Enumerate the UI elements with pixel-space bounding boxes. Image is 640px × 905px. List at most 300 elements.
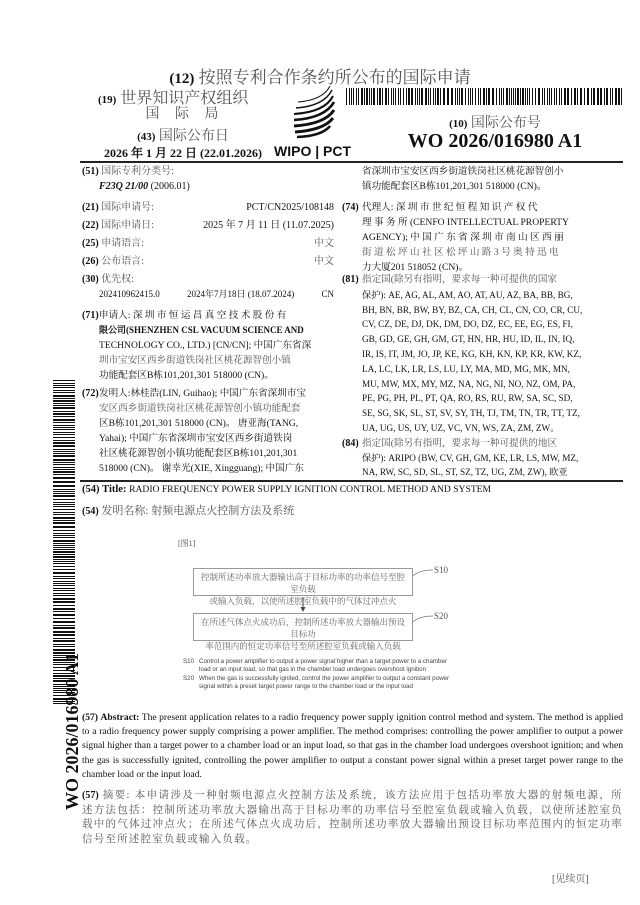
- barcode-bar: [53, 625, 75, 626]
- step-text: 或输入负载，以使所述腔室负载中的气体过冲点火: [209, 596, 397, 606]
- field-label: 国际专利分类号:: [101, 166, 174, 177]
- barcode-bar: [551, 88, 552, 105]
- barcode-bar: [53, 469, 75, 470]
- applicant-line: 圳市宝安区西乡街道铁岗社区桃花源智创小镇: [99, 355, 291, 366]
- barcode-bar: [567, 88, 569, 105]
- barcode-bar: [53, 554, 75, 555]
- barcode-bar: [478, 88, 479, 105]
- step-text: 控制所述功率放大器输出高于目标功率的功率信号至腔室负载: [200, 572, 405, 594]
- barcode-bar: [591, 88, 592, 105]
- barcode-bar: [437, 88, 439, 105]
- barcode-bar: [53, 514, 75, 515]
- org-code: (19): [98, 94, 117, 106]
- designated-states-line: BH, BN, BR, BW, BY, BZ, CA, CH, CL, CN, CO, CR, CU,: [362, 304, 583, 315]
- barcode-bar: [53, 437, 75, 438]
- barcode-bar: [415, 88, 416, 105]
- barcode-bar: [53, 471, 75, 473]
- barcode-bar: [53, 403, 75, 404]
- barcode-bar: [606, 88, 608, 105]
- barcode-bar: [53, 585, 75, 586]
- barcode-bar: [554, 88, 555, 105]
- barcode-bar: [465, 88, 466, 105]
- barcode-bar: [433, 88, 434, 105]
- barcode-bar: [53, 387, 75, 388]
- barcode-bar: [615, 88, 617, 105]
- arrow-down-icon: [300, 597, 306, 613]
- legend-text: signal within a preset target power range to the chamber load or the input load: [199, 683, 413, 691]
- legend-item: [183, 675, 483, 692]
- applicant-line: TECHNOLOGY CO., LTD.) [CN/CN]; 中国广东省深: [99, 340, 312, 351]
- barcode-bar: [435, 88, 436, 105]
- barcode-bar: [559, 88, 560, 105]
- barcode-bar: [53, 581, 75, 582]
- field-code: (54): [82, 484, 100, 495]
- org-subtitle: 国 际 局: [145, 107, 225, 122]
- designated-states-line: PE, PG, PH, PL, PT, QA, RO, RS, RU, RW, SA, SC, SD,: [362, 393, 573, 404]
- title-english: [82, 484, 491, 495]
- barcode-bar: [53, 608, 75, 610]
- barcode-bar: [377, 88, 378, 105]
- barcode-bar: [346, 88, 347, 105]
- barcode-bar: [53, 649, 75, 651]
- barcode-bar: [584, 88, 585, 105]
- barcode-bar: [53, 566, 75, 567]
- barcode-bar: [549, 88, 550, 105]
- barcode-bar: [53, 543, 75, 544]
- barcode-bar: [472, 88, 473, 105]
- barcode-bar: [455, 88, 456, 105]
- barcode-bar: [621, 88, 622, 105]
- barcode-bar: [53, 605, 75, 606]
- field-code: (30): [82, 274, 99, 285]
- field-label: 国际申请号:: [101, 202, 154, 213]
- barcode-bar: [561, 88, 562, 105]
- ipc-class: F23Q 21/00: [99, 181, 149, 192]
- legend-text: When the gas is successfully ignited, control the power amplifier to output a constant power: [199, 674, 450, 682]
- field-81: [342, 273, 622, 436]
- field-21: [82, 200, 334, 215]
- heading-code: (12): [169, 71, 195, 87]
- barcode-bar: [53, 455, 75, 457]
- designated-states-line: GB, GD, GE, GH, GM, GT, HN, HR, HU, ID, IL, IN, IQ,: [362, 334, 575, 345]
- barcode-bar: [501, 88, 502, 105]
- barcode-bar: [408, 88, 410, 105]
- barcode-bar: [480, 88, 481, 105]
- barcode-bar: [53, 504, 75, 505]
- field-code: (26): [82, 256, 99, 267]
- barcode-bar: [53, 400, 75, 402]
- barcode-bar: [447, 88, 449, 105]
- designated-states-line: IR, IS, IT, JM, JO, JP, KE, KG, KH, KN, KP, KR, KW, KZ,: [362, 348, 582, 359]
- barcode-bar: [53, 621, 75, 623]
- barcode-bar: [53, 517, 75, 519]
- barcode-bar: [382, 88, 383, 105]
- inventor-line: 镇功能配套区B栋101,201,301 518000 (CN)。: [362, 181, 547, 192]
- barcode-bar: [53, 506, 75, 507]
- inventor-line: 社区桃花源智创小镇功能配套区B栋101,201,301: [99, 448, 298, 459]
- figure-legend: [183, 658, 483, 692]
- barcode-bar: [53, 640, 75, 642]
- regional-states-line: NA, RW, SC, SD, SL, ST, SZ, TZ, UG, ZM, ZW), 欧亚: [362, 467, 568, 477]
- barcode-bar: [525, 88, 526, 105]
- barcode-bar: [593, 88, 595, 105]
- barcode-bar: [574, 88, 576, 105]
- barcode-bar: [379, 88, 381, 105]
- designated-states-line: SE, SG, SK, SL, ST, SV, SY, TH, TJ, TM, TN, TR, TT, TZ,: [362, 408, 580, 419]
- field-84: [342, 437, 622, 479]
- priority-country: CN: [321, 289, 334, 299]
- field-30: [82, 272, 334, 302]
- barcode-bar: [517, 88, 519, 105]
- barcode-bar: [53, 429, 75, 430]
- barcode-bar: [587, 88, 589, 105]
- barcode-bar: [53, 477, 75, 479]
- barcode-bar: [53, 462, 75, 463]
- barcode-bar: [604, 88, 605, 105]
- field-code: (54): [82, 506, 99, 517]
- legend-text: load or an input load, so that gas in the chamber load undergoes overshoot ignition: [199, 666, 427, 674]
- barcode-bar: [461, 88, 463, 105]
- publication-date-value: 2026 年 1 月 22 日 (22.01.2026): [104, 146, 262, 160]
- barcode-top: [346, 88, 622, 105]
- barcode-bar: [515, 88, 516, 105]
- abstract-text: 本申请涉及一种射频电源点火控制方法及系统，该方法应用于包括功率放大器的射频电源，所述方法包括：控制所述功率放大器输出高于目标功率的功率信号至腔室负载或输入负载，以使所述腔室负载中的气体过冲点火；在所述气体点火成功后，控制所述功率放大器输出预设目标功率范围内的恒定功率信号至所述腔室负载或输入负载。: [82, 790, 623, 845]
- abstract-chinese: [82, 789, 623, 847]
- barcode-bar: [388, 88, 389, 105]
- barcode-bar: [53, 467, 75, 468]
- barcode-bar: [468, 88, 469, 105]
- field-code: (71): [82, 310, 99, 321]
- field-label: 优先权:: [101, 274, 134, 285]
- applicant-line: 申请人: 深 圳 市 恒 运 昌 真 空 技 术 股 份 有: [99, 310, 287, 321]
- barcode-bar: [53, 572, 75, 574]
- designated-states-line: LA, LC, LK, LR, LS, LU, LY, MA, MD, MG, MK, MN,: [362, 363, 570, 374]
- barcode-bar: [53, 576, 75, 577]
- barcode-bar: [403, 88, 404, 105]
- barcode-bar: [53, 590, 75, 591]
- barcode-bar: [506, 88, 508, 105]
- designated-states-line: UA, UG, US, UY, UZ, VC, VN, WS, ZA, ZM, ZW。: [362, 422, 560, 433]
- title-value: RADIO FREQUENCY POWER SUPPLY IGNITION CONTROL METHOD AND SYSTEM: [129, 484, 492, 495]
- field-22: [82, 218, 334, 233]
- agent-line: 力大厦201 518052 (CN)。: [362, 262, 469, 273]
- filing-language: 中文: [314, 238, 334, 249]
- barcode-bar: [53, 614, 75, 616]
- field-code: (72): [82, 388, 99, 399]
- applicant-line: 限公司(SHENZHEN CSL VACUUM SCIENCE AND: [99, 325, 304, 335]
- publication-number: WO 2026/016980 A1: [407, 130, 583, 152]
- barcode-bar: [53, 551, 75, 553]
- pubno-label-text: 国际公布号: [470, 116, 541, 131]
- barcode-bar: [53, 474, 75, 475]
- barcode-bar: [395, 88, 396, 105]
- barcode-bar: [511, 88, 512, 105]
- title-value: 射频电源点火控制方法及系统: [151, 505, 295, 517]
- flow-arrow: [302, 597, 304, 612]
- barcode-bar: [53, 380, 75, 381]
- barcode-bar: [393, 88, 394, 105]
- barcode-bar: [53, 618, 75, 619]
- barcode-bar: [571, 88, 572, 105]
- barcode-bar: [492, 88, 494, 105]
- barcode-bar: [53, 425, 75, 426]
- field-label: 国际申请日:: [101, 220, 154, 231]
- barcode-bar: [53, 593, 75, 594]
- applicant-line: 功能配套区B栋101,201,301 518000 (CN)。: [99, 370, 274, 381]
- barcode-bar: [564, 88, 566, 105]
- agent-line: AGENCY); 中 国 广 东 省 深 圳 市 南 山 区 西 丽: [362, 232, 564, 243]
- designated-states-line: CV, CZ, DE, DJ, DK, DM, DO, DZ, EC, EE, EG, ES, FI,: [362, 319, 573, 330]
- barcode-bar: [597, 88, 599, 105]
- barcode-bar: [440, 88, 441, 105]
- barcode-bar: [53, 453, 75, 454]
- barcode-bar: [351, 88, 352, 105]
- filing-date: 2025 年 7 月 11 日 (11.07.2025): [203, 220, 334, 231]
- barcode-bar: [406, 88, 407, 105]
- inventor-line: 发明人:林桂浩(LIN, Guihao); 中国广东省深圳市宝: [99, 388, 307, 399]
- barcode-bar: [430, 88, 431, 105]
- barcode-bar: [600, 88, 602, 105]
- barcode-bar: [53, 481, 75, 483]
- barcode-bar: [53, 434, 75, 435]
- inventor-continuation: [362, 164, 622, 194]
- barcode-bar: [421, 88, 423, 105]
- barcode-bar: [53, 405, 75, 406]
- application-number: PCT/CN2025/108148: [246, 202, 334, 213]
- barcode-bar: [53, 495, 75, 497]
- barcode-bar: [527, 88, 528, 105]
- field-71: [82, 308, 334, 383]
- barcode-bar: [542, 88, 543, 105]
- barcode-bar: [53, 449, 75, 450]
- step-tag-s10: S10: [434, 565, 449, 575]
- legend-text: Control a power amplifier to output a power signal higher than a target power to a chamber: [199, 658, 447, 665]
- field-code: (51): [82, 166, 99, 177]
- inventor-line: 安区西乡街道铁岗社区桃花源智创小镇功能配套: [99, 403, 301, 414]
- barcode-bar: [53, 392, 75, 393]
- barcode-bar: [53, 419, 75, 421]
- barcode-bar: [53, 535, 75, 536]
- step-tag-s20: S20: [434, 611, 449, 621]
- barcode-bar: [535, 88, 536, 105]
- barcode-bar: [53, 383, 75, 384]
- priority-date: 2024年7月18日 (18.07.2024): [186, 289, 295, 299]
- legend-key: S20: [183, 674, 195, 682]
- agent-line: 代理人: 深 圳 市 世 纪 恒 程 知 识 产 权 代: [362, 202, 538, 213]
- barcode-bar: [53, 440, 75, 441]
- title-chinese: [82, 502, 294, 518]
- barcode-bar: [53, 598, 75, 600]
- barcode-bar: [443, 88, 445, 105]
- legend-item: [183, 658, 483, 675]
- title-label: Title:: [102, 484, 127, 495]
- barcode-bar: [400, 88, 401, 105]
- abstract-text: The present application relates to a radio frequency power supply ignition control method and system. The method is applied to a radio frequency power supply comprising a power amplifier. The method comprises: controlling the power amplifier to output a power signal higher than a target power to a chamber load or an input load, so that gas in the chamber load undergoes overshoot ignition; and when the gas is successfully ignited, controlling the power amplifier to output a constant power signal within a preset target power range to the chamber load or the input load.: [82, 712, 623, 780]
- barcode-bar: [53, 540, 75, 542]
- pubdate-code: (43): [137, 131, 156, 143]
- barcode-bar: [411, 88, 413, 105]
- barcode-bar: [53, 512, 75, 513]
- barcode-bar: [618, 88, 620, 105]
- pubno-code: (10): [449, 118, 468, 130]
- barcode-bar: [53, 549, 75, 550]
- barcode-bar: [391, 88, 392, 105]
- abstract-label: 摘要:: [102, 790, 131, 801]
- step-text: 在所述气体点火成功后，控制所述功率放大器输出预设目标功: [200, 617, 405, 639]
- field-code: (84): [342, 438, 359, 449]
- designated-states-line: 指定国(除另有指明，要求每一种可提供的国家: [362, 274, 558, 285]
- barcode-bar: [53, 416, 75, 417]
- barcode-bar: [53, 561, 75, 562]
- barcode-bar: [53, 634, 75, 636]
- barcode-bar: [53, 499, 75, 500]
- barcode-bar: [457, 88, 458, 105]
- pubdate-label-text: 国际公布日: [158, 129, 229, 144]
- barcode-bar: [371, 88, 372, 105]
- barcode-bar: [373, 88, 375, 105]
- ipc-year: (2006.01): [150, 181, 190, 192]
- field-code: (57): [82, 790, 99, 801]
- barcode-bar: [53, 611, 75, 612]
- barcode-bar: [503, 88, 504, 105]
- step-text: 率范围内的恒定功率信号至所述腔室负载或输入负载: [205, 641, 401, 651]
- title-label: 发明名称:: [101, 505, 149, 517]
- barcode-bar: [369, 88, 370, 105]
- continued-on-next-page: [见续页]: [552, 874, 589, 885]
- barcode-bar: [53, 407, 75, 409]
- barcode-bar: [53, 464, 75, 465]
- barcode-bar: [417, 88, 418, 105]
- agent-line: 理 事 务 所 (CENFO INTELLECTUAL PROPERTY: [362, 217, 569, 228]
- inventor-line: Yahai); 中国广东省深圳市宝安区西乡街道铁岗: [99, 433, 293, 444]
- barcode-bar: [419, 88, 420, 105]
- barcode-bar: [496, 88, 497, 105]
- field-code: (21): [82, 202, 99, 213]
- field-code: (22): [82, 220, 99, 231]
- publication-language: 中文: [314, 256, 334, 267]
- barcode-bar: [556, 88, 557, 105]
- barcode-bar: [580, 88, 582, 105]
- barcode-bar: [53, 509, 75, 510]
- publication-number-label: [380, 112, 610, 132]
- barcode-bar: [53, 547, 75, 548]
- barcode-bar: [459, 88, 460, 105]
- barcode-bar: [53, 398, 75, 399]
- barcode-bar: [532, 88, 533, 105]
- barcode-bar: [577, 88, 578, 105]
- legend-key: S10: [183, 658, 195, 665]
- barcode-bar: [53, 395, 75, 397]
- barcode-bar: [53, 502, 75, 503]
- barcode-bar: [53, 588, 75, 589]
- barcode-bar: [483, 88, 485, 105]
- agent-line: 街 道 松 坪 山 社 区 松 坪 山 路 3 号 奥 特 迅 电: [362, 247, 559, 258]
- barcode-bar: [53, 489, 75, 490]
- barcode-bar: [520, 88, 521, 105]
- barcode-bar: [53, 595, 75, 596]
- field-label: 公布语言:: [101, 256, 144, 267]
- barcode-bar: [53, 627, 75, 629]
- barcode-bar: [53, 413, 75, 415]
- field-code: (25): [82, 238, 99, 249]
- barcode-bar: [53, 422, 75, 423]
- barcode-bar: [53, 451, 75, 452]
- logo-text: WIPO | PCT: [274, 143, 352, 159]
- side-pubno-text: WO 2026/016980 A1: [62, 652, 82, 810]
- abstract-english: [82, 711, 623, 782]
- barcode-bar: [53, 537, 75, 538]
- priority-number: 202410962415.0: [99, 289, 160, 299]
- header-divider: [80, 161, 623, 163]
- barcode-bar: [486, 88, 487, 105]
- barcode-bar: [53, 530, 75, 531]
- org-name: 世界知识产权组织: [120, 90, 249, 107]
- barcode-bar: [53, 533, 75, 534]
- barcode-bar: [610, 88, 611, 105]
- barcode-bar: [358, 88, 359, 105]
- barcode-bar: [53, 631, 75, 633]
- barcode-bar: [364, 88, 365, 105]
- abstract-label: Abstract:: [100, 712, 140, 723]
- barcode-bar: [53, 385, 75, 386]
- barcode-bar: [53, 522, 75, 524]
- flowchart-step-s20: [193, 613, 413, 651]
- flowchart-step-s10: [193, 568, 413, 606]
- barcode-bar: [53, 646, 75, 647]
- field-code: (74): [342, 202, 359, 213]
- designated-states-line: MU, MW, MX, MY, MZ, NA, NG, NI, NO, NZ, OM, PA,: [362, 378, 576, 389]
- heading-text: 按照专利合作条约所公布的国际申请: [198, 68, 471, 87]
- barcode-bar: [53, 559, 75, 560]
- barcode-bar: [53, 545, 75, 546]
- barcode-bar: [53, 638, 75, 639]
- barcode-bar: [53, 601, 75, 603]
- regional-states-line: 保护): ARIPO (BW, CV, GH, GM, KE, LR, LS, MW, MZ,: [362, 453, 579, 463]
- barcode-bar: [398, 88, 399, 105]
- barcode-bar: [547, 88, 548, 105]
- field-label: 申请语言:: [101, 238, 144, 249]
- barcode-bar: [361, 88, 363, 105]
- field-25: [82, 236, 334, 251]
- barcode-bar: [53, 563, 75, 564]
- inventor-line: 省深圳市宝安区西乡街道铁岗社区桃花源智创小: [362, 166, 564, 177]
- barcode-bar: [53, 427, 75, 428]
- barcode-bar: [53, 445, 75, 447]
- barcode-bar: [612, 88, 613, 105]
- inventor-line: 区B栋101,201,301 518000 (CN)。 唐亚海(TANG,: [99, 418, 299, 429]
- barcode-bar: [349, 88, 350, 105]
- figure-label: [图1]: [178, 539, 196, 548]
- barcode-bar: [53, 493, 75, 494]
- barcode-bar: [356, 88, 357, 105]
- barcode-bar: [488, 88, 490, 105]
- barcode-bar: [522, 88, 524, 105]
- field-51: [82, 164, 334, 194]
- field-code: (57): [82, 712, 98, 723]
- barcode-bar: [53, 459, 75, 461]
- barcode-bar: [53, 526, 75, 528]
- barcode-bar: [513, 88, 514, 105]
- barcode-bar: [53, 485, 75, 487]
- inventor-line: 518000 (CN)。 谢幸光(XIE, Xingguang); 中国广东: [99, 463, 304, 474]
- barcode-bar: [470, 88, 471, 105]
- barcode-bar: [544, 88, 545, 105]
- barcode-bar: [53, 432, 75, 433]
- barcode-bar: [475, 88, 476, 105]
- field-74: [342, 200, 622, 275]
- publication-date-label: [98, 125, 268, 145]
- title-divider: [80, 480, 623, 482]
